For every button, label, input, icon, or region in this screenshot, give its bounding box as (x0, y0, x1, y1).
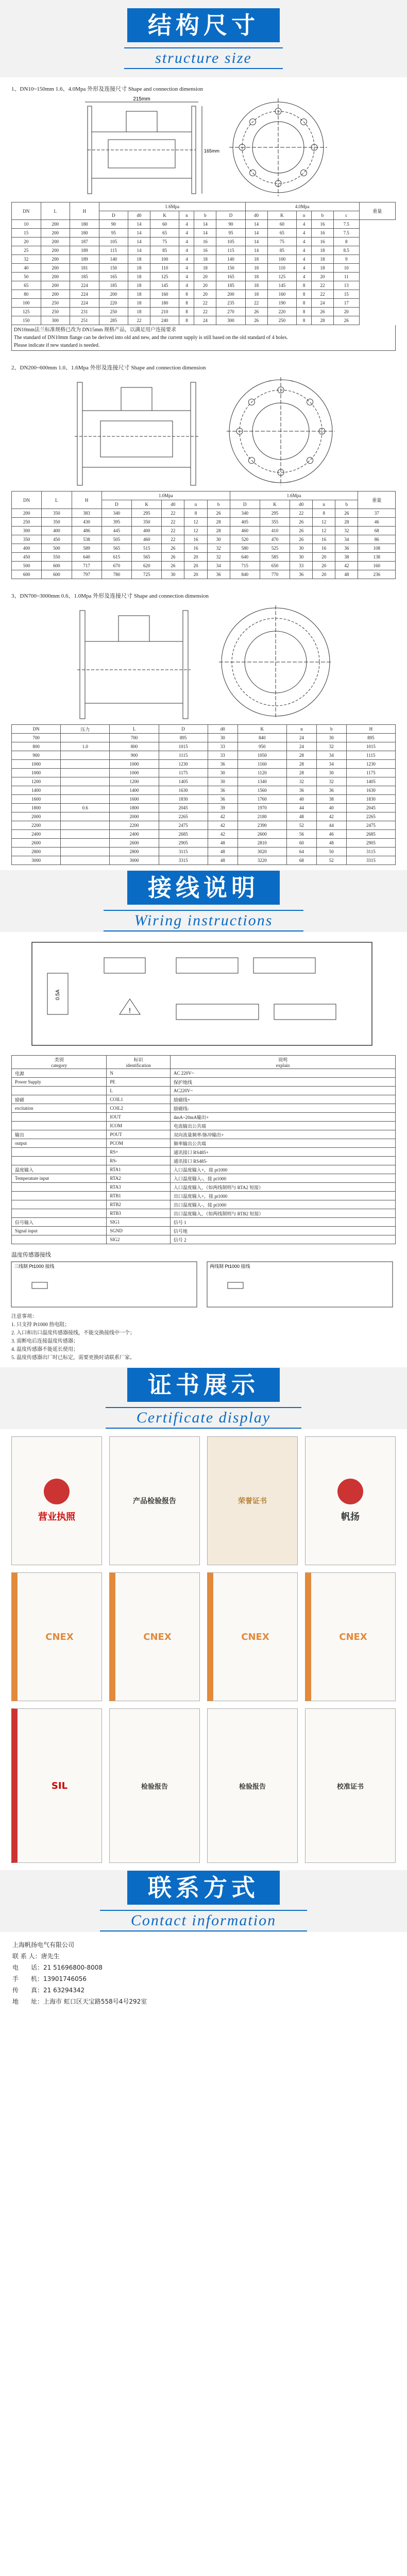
table-row: Temperature input RTA2 入口温度输入-，接 pt1000 (12, 1174, 396, 1183)
table-row: 信号输入 SIG1 信号 1 (12, 1218, 396, 1227)
table-row: 300 400 486 445 400 22 12 28 460 410 26 12 32 68 (12, 527, 396, 535)
table-row: RTB2 出口温度输入-，接 pt1000 (12, 1200, 396, 1209)
wiring-body (12, 1069, 396, 1244)
wiring-subtitle: Wiring instructions (104, 910, 304, 931)
table-row: 1800 0.6 1800 2045 39 1970 44 40 2045 (12, 804, 396, 812)
table-row: 输出 POUT 双向流量频率/脉冲输出+ (12, 1130, 396, 1139)
table-row: 32 200 189 140 18 100 4 18 140 18 100 4 18 9 (12, 255, 396, 264)
table-row: 20 200 187 105 14 75 4 16 105 14 75 4 16 8 (12, 238, 396, 246)
emblem-icon (44, 1479, 70, 1504)
p2-subheader-cell: d0 (290, 500, 313, 509)
svg-text:两线制 Pt1000 接线: 两线制 Pt1000 接线 (210, 1264, 250, 1269)
dn200-600-section (0, 356, 407, 584)
table-row: 150 300 251 285 22 240 8 24 300 26 250 8 28 26 (12, 316, 396, 325)
p2-subheader-cell: b (207, 500, 230, 509)
p3-header-cell: d0 (208, 725, 238, 734)
table-row: SIG2 信号 2 (12, 1235, 396, 1244)
p2-subheader-cell: K (132, 500, 162, 509)
flange-front-view-icon (227, 96, 330, 199)
table-row: 1600 1600 1830 36 1760 40 38 1830 (12, 795, 396, 804)
svg-text:215mm: 215mm (133, 96, 150, 102)
p3-header-cell: DN (12, 725, 61, 734)
contact-info (0, 1932, 407, 2014)
flange-front-view-xl-icon (216, 603, 335, 721)
table-row: 450 550 640 615 565 26 20 32 640 585 30 20 38 138 (12, 553, 396, 562)
dn700-3000-drawing (11, 603, 396, 721)
cert-sil: SIL (11, 1708, 102, 1863)
p1-subheader-cell: D (216, 211, 246, 220)
table-row: 1000 1000 1175 30 1120 28 30 1175 (12, 769, 396, 777)
dn700-3000-header (12, 725, 396, 734)
table-row: 2200 2200 2475 42 2390 52 44 2475 (12, 821, 396, 830)
cert-cnex-1: CNEX (11, 1572, 102, 1701)
dn10-300-table: DN L H 1.6Mpa 4.0Mpa 重量 D d0 K n b D d0 K n b c 10 200 180 90 14 60 4 14 90 14 60 4 16 7.5 15 200 180 95 14 65 4 14 95 14 65 4 16 7.5 20 200 187 105 14 75 4 16 105 14 75 4 16 8 25 200 189 115 14 85 4 16 115 14 85 4 18 8.5 32 200 189 140 18 100 4 18 140 18 100 4 18 9 40 200 181 150 18 110 4 18 150 18 110 4 18 10 50 200 185 165 18 125 4 20 165 18 125 4 20 11 65 200 224 185 18 145 4 20 185 18 145 8 22 13 80 200 224 200 18 160 8 20 200 18 160 8 22 15 100 250 224 220 18 180 8 22 235 22 190 8 24 17 125 250 231 250 18 210 8 22 270 26 220 8 26 20 150 300 251 285 22 240 8 24 300 26 250 8 28 26 (11, 202, 396, 325)
wiring-col-explain: 说明 explain (170, 1056, 395, 1069)
contact-address: 地 址：上海市 虹口区天宝路558号4号292室 (12, 1998, 147, 2005)
table-row: 500 600 717 670 620 26 20 34 715 650 33 20 42 160 (12, 562, 396, 570)
structure-size-banner (0, 0, 407, 77)
table-row: 125 250 231 250 18 210 8 22 270 26 220 8 26 20 (12, 308, 396, 316)
p2-subheader-cell: D (230, 500, 260, 509)
contact-subtitle: Contact information (100, 1910, 307, 1931)
table-row: 25 200 189 115 14 85 4 16 115 14 85 4 18 8.5 (12, 246, 396, 255)
dn10-300-heading: 1、DN10~150mm 1.6、4.0Mpa 外形及连接尺寸 Shape and connection dimension (11, 86, 203, 92)
p3-header-cell: L (110, 725, 159, 734)
contact-banner (0, 1870, 407, 1932)
dn700-3000-section (0, 584, 407, 870)
cert-cnex-4: CNEX (305, 1572, 396, 1701)
structure-subtitle: structure size (124, 47, 283, 69)
p1-subheader-cell: c (333, 211, 359, 220)
table-row: 65 200 224 185 18 145 4 20 185 18 145 8 22 13 (12, 281, 396, 290)
p3-header-cell: D (159, 725, 208, 734)
dn10-300-drawing (11, 96, 396, 199)
certificate-grid (0, 1429, 407, 1870)
contact-person: 联 系 人：唐先生 (12, 1953, 60, 1960)
table-row: RTB1 出口温度输入+，接 pt1000 (12, 1192, 396, 1200)
p3-header-cell: n (286, 725, 316, 734)
p1-subheader-cell: d0 (245, 211, 267, 220)
table-row: 10 200 180 90 14 60 4 14 90 14 60 4 16 7.5 (12, 220, 396, 229)
table-row: Signal input SGND 信号地 (12, 1227, 396, 1235)
table-row: 励磁 COIL1 励磁线+ (12, 1095, 396, 1104)
p2-subheader-cell: n (184, 500, 207, 509)
dn10-300-body (12, 220, 396, 325)
table-row: 电源 N AC 220V~ (12, 1069, 396, 1078)
svg-text:165mm: 165mm (204, 148, 220, 154)
table-row: RS- 通讯接口 RS485- (12, 1157, 396, 1165)
structure-title: 结构尺寸 (127, 8, 280, 42)
meter-side-view-icon (77, 96, 220, 199)
dn200-600-body (12, 509, 396, 579)
dn200-600-table: DN L H 1.0Mpa 1.6Mpa 重量 D K d0 n b D K d0 n b 200 350 383 340 295 22 8 26 340 295 22 8 26 37 250 350 430 395 350 22 12 28 405 355 26 12 28 46 300 400 486 445 400 22 12 28 460 410 26 12 32 68 350 450 538 505 460 22 16 30 520 470 26 16 34 86 400 500 589 565 515 26 16 32 580 525 30 16 36 108 450 550 640 615 565 26 20 32 640 585 30 20 38 138 500 600 717 670 620 26 20 34 715 650 33 20 42 160 600 600 797 780 725 30 20 36 840 770 36 20 48 236 (11, 491, 396, 579)
p1-subheader-cell: b (194, 211, 216, 220)
table-row: 2400 2400 2685 42 2600 56 46 2685 (12, 830, 396, 839)
table-row: RTB3 出口温度输入，（如两线制则与 RTB2 短接） (12, 1209, 396, 1218)
dn700-3000-body (12, 734, 396, 865)
table-row: IOUT 4mA~20mA输出+ (12, 1113, 396, 1122)
table-row: 50 200 185 165 18 125 4 20 165 18 125 4 20 11 (12, 273, 396, 281)
table-row: 温度输入 RTA1 入口温度输入+，接 pt1000 (12, 1165, 396, 1174)
meter-side-view-large-icon (70, 375, 204, 488)
cert-inspection-2: 检验报告 (207, 1708, 298, 1863)
p3-header-cell: 压力 (61, 725, 110, 734)
certificate-banner (0, 1367, 407, 1429)
contact-mobile: 手 机：13901746056 (12, 1975, 87, 1982)
contact-fax: 传 真：21 63294342 (12, 1987, 85, 1994)
table-row: RTA3 入口温度输入，（如两线制则与 RTA2 短接） (12, 1183, 396, 1192)
dn700-3000-table (11, 724, 396, 865)
certificate-title: 证书展示 (127, 1368, 280, 1402)
cert-inspection-1: 检验报告 (109, 1708, 200, 1863)
dn10-300-section (0, 77, 407, 356)
p1-subheader-cell: b (312, 211, 334, 220)
svg-text:0.5A: 0.5A (55, 989, 61, 1001)
table-row: 40 200 181 150 18 110 4 18 150 18 110 4 18 10 (12, 264, 396, 273)
table-row: output PCOM 频率输出公共端 (12, 1139, 396, 1148)
table-row: 2000 2000 2265 42 2180 48 42 2265 (12, 812, 396, 821)
table-row: 900 900 1115 33 1050 28 34 1115 (12, 751, 396, 760)
table-row: 3000 3000 3315 48 3220 68 52 3315 (12, 856, 396, 865)
p3-header-cell: K (238, 725, 286, 734)
table-row: 600 600 797 780 725 30 20 36 840 770 36 20 48 236 (12, 570, 396, 579)
table-row: Power Supply PE 保护地线 (12, 1078, 396, 1087)
cert-document: 产品检验报告 (109, 1436, 200, 1565)
table-row: L AC220V~ (12, 1087, 396, 1095)
temp-sensor-wiring: 温度传感器接线 三线制 Pt1000 接线 两线制 Pt1000 接线 (11, 1250, 396, 1310)
p2-subheader-cell: K (260, 500, 290, 509)
table-row: 250 350 430 395 350 22 12 28 405 355 26 12 28 46 (12, 518, 396, 527)
terminal-board-diagram (11, 937, 393, 1050)
table-row: 1000 1000 1230 36 1160 28 34 1230 (12, 760, 396, 769)
table-row: 700 700 895 30 840 24 30 895 (12, 734, 396, 742)
wiring-notes: 注意事项： 1. 只支持 Pt1000 热电阻； 2. 入口和出口温度传感器接线，不能交换接线中一个； 3. 需断电后连接温度传感器； 4. 温度传感器不能延长使用； 5. 温度传感器出厂时已标定，需要更换时请联系厂家。 (11, 1314, 135, 1361)
table-row: 1400 1400 1630 36 1560 36 36 1630 (12, 786, 396, 795)
table-row: 2800 2800 3115 48 3020 64 50 3115 (12, 848, 396, 856)
cert-calibration: 校准证书 (305, 1708, 396, 1863)
company-name: 上海帆扬电气有限公司 (12, 1941, 75, 1948)
p2-subheader-cell: n (313, 500, 335, 509)
table-row: RS+ 通讯接口 RS485+ (12, 1148, 396, 1157)
wiring-section (0, 932, 407, 1367)
rtd-wiring-diagram (11, 1262, 393, 1308)
table-row: 350 450 538 505 460 22 16 30 520 470 26 16 34 86 (12, 535, 396, 544)
p1-subheader-cell: n (179, 211, 194, 220)
svg-text:三线制 Pt1000 接线: 三线制 Pt1000 接线 (14, 1264, 55, 1269)
p2-subheader-cell: b (335, 500, 358, 509)
p2-subheader-cell: d0 (162, 500, 184, 509)
table-row: 2600 2600 2905 48 2810 60 48 2905 (12, 839, 396, 848)
p2-subheader-cell: D (101, 500, 131, 509)
cert-business-license: 营业执照 (11, 1436, 102, 1565)
p3-header-cell: H (346, 725, 395, 734)
wiring-table (11, 1055, 396, 1244)
table-row: 800 1.0 800 1015 33 950 24 32 1015 (12, 742, 396, 751)
cert-cnex-2: CNEX (109, 1572, 200, 1701)
cert-award: 荣誉证书 (207, 1436, 298, 1565)
dn200-600-drawing (11, 375, 396, 488)
svg-text:!: ! (129, 1006, 131, 1014)
table-row: 400 500 589 565 515 26 16 32 580 525 30 16 36 108 (12, 544, 396, 553)
dn10-300-note: DN10mm法兰标准规格已改为 DN15mm 规格产品，以满足用户连接要求 The standard of DN10mm flange can be derived into old and new, and the current supply is still based on the old standard of 4 holes. Please indicate if new standard is needed. (11, 325, 396, 351)
wiring-banner (0, 870, 407, 932)
contact-phone: 电 话：21 51696800-8008 (12, 1964, 103, 1971)
wiring-col-identification: 标识 identification (107, 1056, 171, 1069)
p3-header-cell: b (316, 725, 346, 734)
table-row: ICOM 电流输出公共端 (12, 1122, 396, 1130)
cert-cnex-3: CNEX (207, 1572, 298, 1701)
table-row: excitation COIL2 励磁线- (12, 1104, 396, 1113)
p1-subheader-cell: n (297, 211, 312, 220)
table-row: 1200 1200 1405 30 1340 32 32 1405 (12, 777, 396, 786)
table-row: 200 350 383 340 295 22 8 26 340 295 22 8 26 37 (12, 509, 396, 518)
contact-title: 联系方式 (127, 1871, 280, 1905)
dn700-3000-heading: 3、DN700~3000mm 0.6、1.0Mpa 外形及连接尺寸 Shape and connection dimension (11, 593, 209, 599)
dn200-600-heading: 2、DN200~600mm 1.0、1.6Mpa 外形及连接尺寸 Shape and connection dimension (11, 365, 206, 371)
p1-subheader-cell: d0 (128, 211, 150, 220)
p1-subheader-cell: K (267, 211, 297, 220)
p1-subheader-cell: D (99, 211, 128, 220)
wiring-title: 接线说明 (127, 871, 280, 905)
table-row: 100 250 224 220 18 180 8 22 235 22 190 8 24 17 (12, 299, 396, 308)
table-row: 80 200 224 200 18 160 8 20 200 18 160 8 22 15 (12, 290, 396, 299)
certificate-subtitle: Certificate display (106, 1407, 301, 1429)
cert-trademark: 帆扬 (305, 1436, 396, 1565)
p1-subheader-cell: K (150, 211, 179, 220)
table-row: 15 200 180 95 14 65 4 14 95 14 65 4 16 7.5 (12, 229, 396, 238)
wiring-col-category: 类别 category (12, 1056, 107, 1069)
flange-front-view-large-icon (224, 375, 337, 488)
emblem-icon (337, 1479, 363, 1504)
meter-side-view-xl-icon (72, 603, 196, 721)
